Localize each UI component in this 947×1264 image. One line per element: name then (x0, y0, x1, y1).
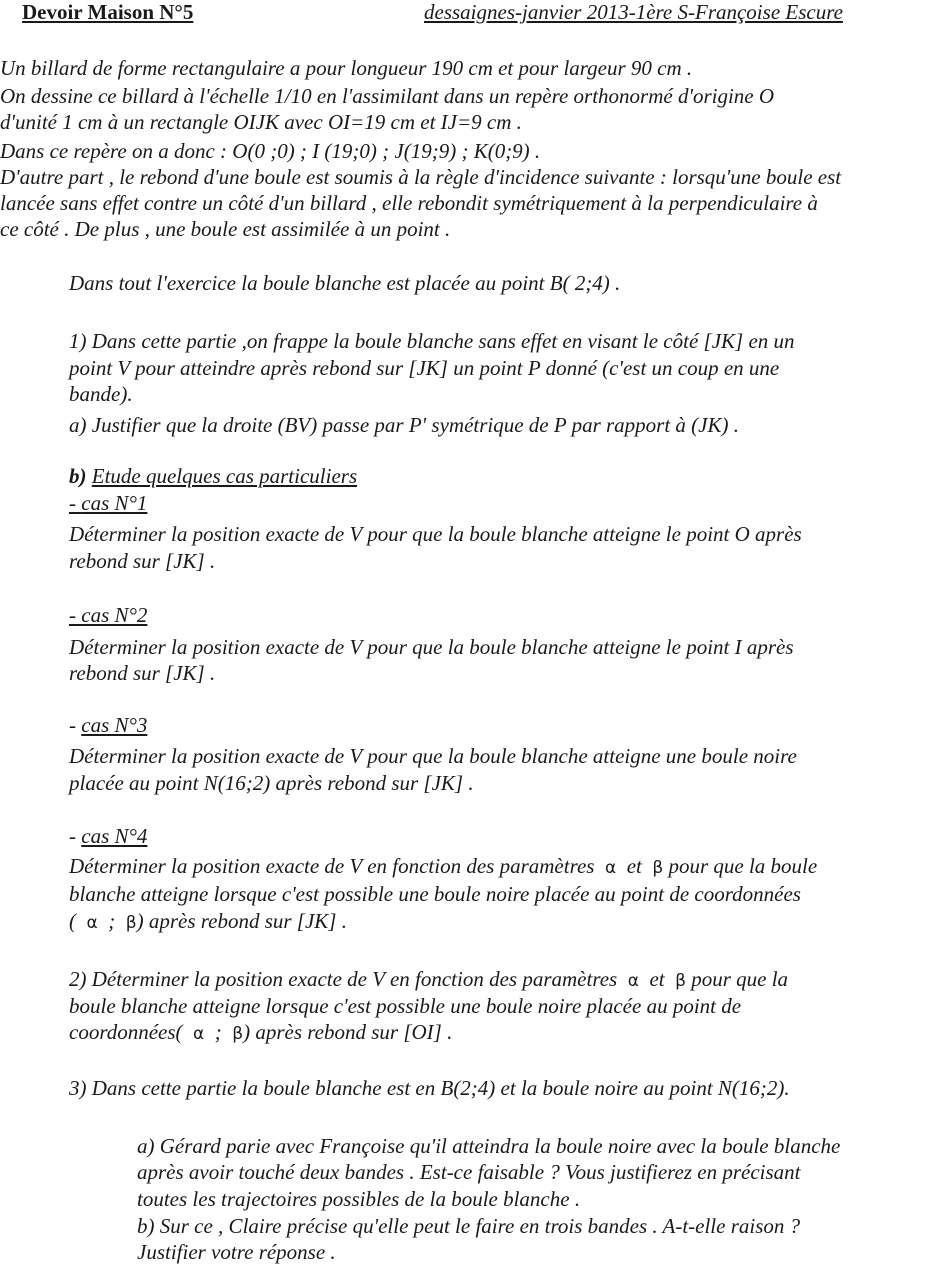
beta-symbol: β (675, 971, 686, 991)
text: ( (69, 909, 76, 933)
alpha-symbol: α (604, 858, 617, 878)
intro-line: d'unité 1 cm à un rectangle OIJK avec OI=19 cm et IJ=9 cm . (0, 110, 522, 134)
beta-symbol: β (232, 1024, 244, 1044)
case-line (69, 909, 347, 935)
case-line: blanche atteigne lorsque c'est possible une boule noire placée au point de coordonnées (69, 882, 801, 906)
part2-line (69, 967, 788, 993)
case-label: cas N°3 (81, 713, 148, 737)
intro-line: lancée sans effet contre un côté d'un billard , elle rebondit symétriquement à la perpendiculaire à (0, 191, 818, 215)
case-line: rebond sur [JK] . (69, 549, 216, 573)
case-line: Déterminer la position exacte de V pour que la boule blanche atteigne le point O après (69, 522, 802, 546)
part3-a-line: après avoir touché deux bandes . Est-ce faisable ? Vous justifierez en précisant (137, 1160, 801, 1184)
case-prefix: - (69, 491, 82, 515)
text: coordonnées( (69, 1020, 183, 1044)
beta-symbol: β (125, 913, 137, 933)
case-3-heading (69, 713, 147, 737)
text: ) (136, 909, 144, 933)
part1-question-a: a) Justifier que la droite (BV) passe par P' symétrique de P par rapport à (JK) . (69, 413, 739, 437)
text: pour que la boule (668, 854, 818, 878)
part3-intro: 3) Dans cette partie la boule blanche est en B(2;4) et la boule noire au point N(16;2). (69, 1076, 790, 1100)
text: Déterminer la position exacte de V en fonction des paramètres (69, 854, 595, 878)
case-label: - cas N°2 (69, 603, 148, 627)
intro-line: ce côté . De plus , une boule est assimilée à un point . (0, 217, 451, 241)
part3-b-line: b) Sur ce , Claire précise qu'elle peut le faire en trois bandes . A-t-elle raison ? (137, 1214, 801, 1238)
text: ; (214, 1020, 222, 1044)
text: ) (243, 1020, 251, 1044)
case-line: rebond sur [JK] . (69, 661, 216, 685)
alpha-symbol: α (627, 971, 639, 991)
beta-symbol: β (652, 858, 664, 878)
part1-line: point V pour atteindre après rebond sur [JK] un point P donné (c'est un coup en une (69, 356, 780, 380)
case-line: placée au point N(16;2) après rebond sur [JK] . (69, 771, 474, 795)
b-label: b) (69, 464, 87, 488)
part3-b-line: Justifier votre réponse . (137, 1240, 336, 1264)
part1-line: bande). (69, 382, 133, 406)
text: 2) Déterminer la position exacte de V en fonction des paramètres (69, 967, 618, 991)
intro-line: Un billard de forme rectangulaire a pour longueur 190 cm et pour largeur 90 cm . (0, 56, 693, 80)
part3-a-line: a) Gérard parie avec Françoise qu'il atteindra la boule noire avec la boule blanche (137, 1134, 841, 1158)
alpha-symbol: α (193, 1024, 205, 1044)
intro-line: On dessine ce billard à l'échelle 1/10 en l'assimilant dans un repère orthonormé d'origine O (0, 84, 775, 108)
setup-statement: Dans tout l'exercice la boule blanche est placée au point B( 2;4) . (69, 271, 621, 295)
part3-a-line: toutes les trajectoires possibles de la boule blanche . (137, 1187, 581, 1211)
intro-line: Dans ce repère on a donc : O(0 ;0) ; I (19;0) ; J(19;9) ; K(0;9) . (0, 139, 541, 163)
alpha-symbol: α (86, 913, 98, 933)
document-title: Devoir Maison N°5 (22, 0, 194, 24)
b-title: Etude quelques cas particuliers (91, 464, 358, 488)
case-1-heading (69, 491, 147, 515)
case-prefix: - (69, 824, 82, 848)
intro-line: D'autre part , le rebond d'une boule est soumis à la règle d'incidence suivante : lorsqu'une boule est (0, 165, 842, 189)
case-label: cas N°1 (81, 491, 148, 515)
text: ; (108, 909, 116, 933)
text: après rebond sur [OI] . (255, 1020, 453, 1044)
text: après rebond sur [JK] . (148, 909, 347, 933)
text: et (626, 854, 642, 878)
document-source: dessaignes-janvier 2013-1ère S-Françoise Escure (424, 0, 843, 24)
case-prefix: - (69, 713, 82, 737)
case-line: Déterminer la position exacte de V pour que la boule blanche atteigne le point I après (69, 635, 794, 659)
case-4-heading (69, 824, 147, 848)
part1-b-heading (69, 464, 357, 488)
case-label: cas N°4 (81, 824, 148, 848)
part2-line: boule blanche atteigne lorsque c'est possible une boule noire placée au point de (69, 994, 742, 1018)
part1-line: 1) Dans cette partie ,on frappe la boule blanche sans effet en visant le côté [JK] en un (69, 329, 795, 353)
case-2-heading (69, 603, 147, 627)
text: et (649, 967, 665, 991)
case-line (69, 854, 817, 880)
part2-line (69, 1020, 452, 1046)
case-line: Déterminer la position exacte de V pour que la boule blanche atteigne une boule noire (69, 744, 797, 768)
text: pour que la (691, 967, 789, 991)
